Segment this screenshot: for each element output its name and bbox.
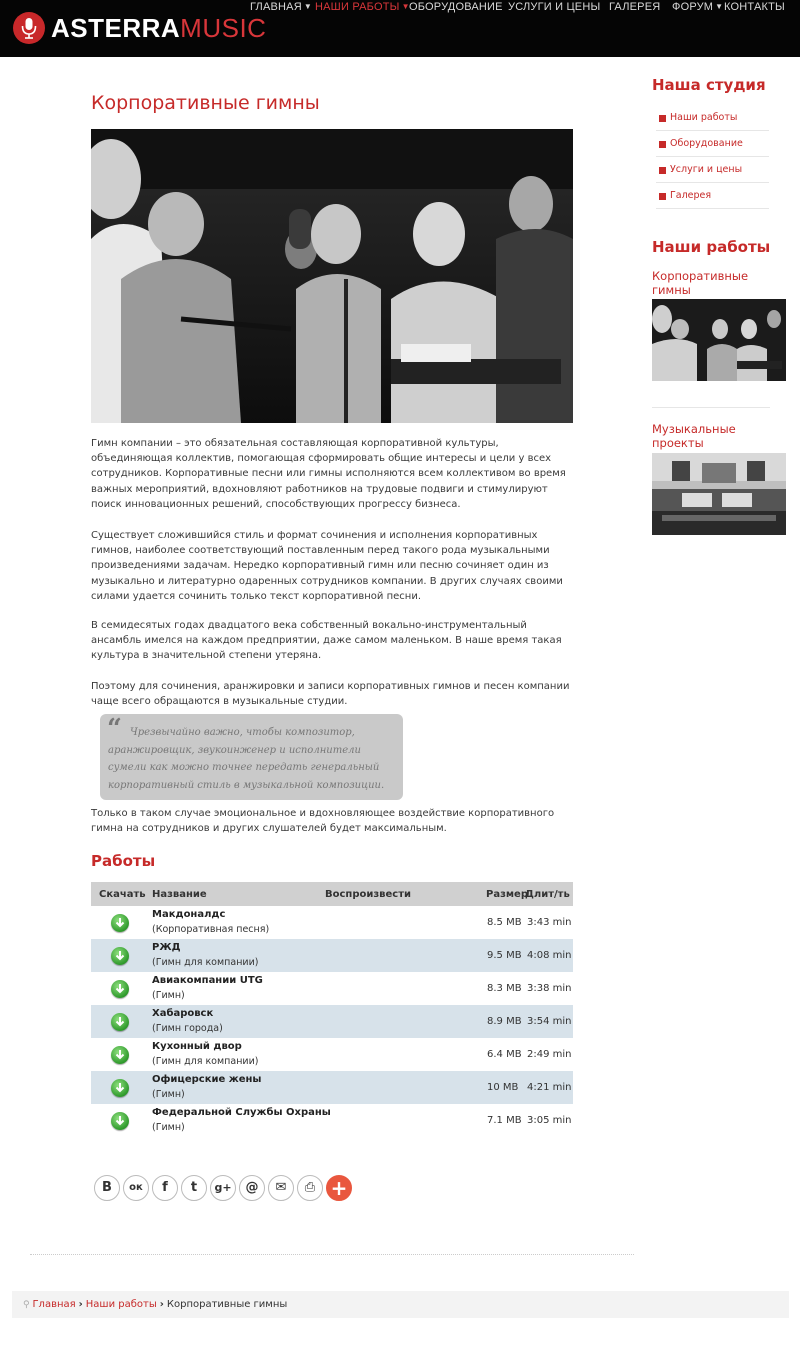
track-name: Макдоналдс — [152, 909, 226, 920]
chevron-down-icon: ▼ — [401, 2, 410, 11]
table-row — [91, 1038, 573, 1071]
track-name: Федеральной Службы Охраны — [152, 1107, 331, 1118]
track-type: (Гимн для компании) — [152, 957, 259, 968]
table-header — [91, 882, 573, 906]
table-row — [91, 939, 573, 972]
nav-forum[interactable]: ФОРУМ ▼ — [672, 1, 724, 13]
share-buttons — [94, 1175, 352, 1201]
track-type: (Гимн города) — [152, 1023, 223, 1034]
bullet-icon — [659, 167, 666, 174]
hero-photo — [91, 129, 573, 423]
column-header: Скачать — [99, 889, 146, 900]
mail-ru-icon[interactable]: @ — [239, 1175, 265, 1201]
track-size: 8.3 MB — [487, 983, 522, 994]
twitter-icon[interactable]: t — [181, 1175, 207, 1201]
divider — [652, 407, 770, 408]
track-type: (Гимн) — [152, 1122, 185, 1133]
works-table — [91, 882, 573, 1137]
odnoklassniki-icon[interactable]: ок — [123, 1175, 149, 1201]
article-paragraph: Поэтому для сочинения, аранжировки и записи корпоративных гимнов и песен компании чаще всего обращаются в музыкальные студии. — [91, 681, 570, 708]
column-header: Воспроизвести — [325, 889, 412, 900]
download-icon[interactable] — [111, 914, 129, 932]
download-icon[interactable] — [111, 947, 129, 965]
download-icon[interactable] — [111, 1046, 129, 1064]
sidebar-work-corporate-thumb[interactable] — [652, 299, 786, 381]
table-row — [91, 906, 573, 939]
vk-icon[interactable]: B — [94, 1175, 120, 1201]
location-pin-icon: ⚲ — [23, 1300, 33, 1310]
divider — [30, 1254, 634, 1255]
article-paragraph: Только в таком случае эмоциональное и вдохновляющее воздействие корпоративного гимна на сотрудников и других слушателей будет максимальным. — [91, 808, 555, 835]
nav-home[interactable]: ГЛАВНАЯ ▼ — [250, 1, 312, 13]
track-type: (Гимн для компании) — [152, 1056, 259, 1067]
download-icon[interactable] — [111, 1112, 129, 1130]
table-row — [91, 972, 573, 1005]
google-plus-icon[interactable]: g+ — [210, 1175, 236, 1201]
sidebar-item-services[interactable]: Услуги и цены — [656, 157, 769, 183]
quote-mark-icon: “ — [107, 714, 122, 744]
track-duration: 4:21 min — [527, 1082, 572, 1093]
column-header: Название — [152, 889, 207, 900]
top-header — [0, 0, 800, 57]
sidebar-work-corporate-link[interactable]: Корпоративные гимны — [652, 269, 749, 297]
breadcrumb — [12, 1291, 789, 1318]
sidebar-work-music-thumb[interactable] — [652, 453, 786, 535]
download-icon[interactable] — [111, 1079, 129, 1097]
sidebar-item-equipment[interactable]: Оборудование — [656, 131, 769, 157]
track-name: Хабаровск — [152, 1008, 214, 1019]
email-icon[interactable]: ✉ — [268, 1175, 294, 1201]
chevron-right-icon: › — [159, 1299, 164, 1310]
track-name: РЖД — [152, 942, 181, 953]
breadcrumb-current: Корпоративные гимны — [166, 1299, 288, 1310]
bullet-icon — [659, 141, 666, 148]
sidebar-studio-heading: Наша студия — [652, 76, 766, 94]
download-icon[interactable] — [111, 980, 129, 998]
article-paragraph: В семидесятых годах двадцатого века собственный вокально-инструментальный ансамбль имелся на каждом предприятии, даже самом маленьком. В наше время такая культура в значительной степени утеряна. — [91, 620, 562, 662]
chevron-right-icon: › — [78, 1299, 83, 1310]
article-paragraph: Гимн компании – это обязательная составляющая корпоративной культуры, объединяющая коллектив, помогающая сформировать общие интересы и цели у всех сотрудников. Корпоративные песни или гимны исполняются всем коллективом во время важных мероприятий, вдохновляют работников на трудовые подвиги и стимулируют поиск инновационных решений, способствующих прогрессу бизнеса. — [91, 438, 566, 510]
table-row — [91, 1005, 573, 1038]
nav-gallery[interactable]: ГАЛЕРЕЯ — [609, 1, 661, 13]
track-size: 7.1 MB — [487, 1115, 522, 1126]
sidebar-item-gallery[interactable]: Галерея — [656, 183, 769, 209]
microphone-icon — [13, 12, 45, 44]
track-duration: 2:49 min — [527, 1049, 572, 1060]
download-icon[interactable] — [111, 1013, 129, 1031]
nav-contacts[interactable]: КОНТАКТЫ — [724, 1, 785, 13]
track-type: (Гимн) — [152, 990, 185, 1001]
nav-our-works[interactable]: НАШИ РАБОТЫ ▼ — [315, 1, 410, 13]
track-duration: 3:54 min — [527, 1016, 572, 1027]
chevron-down-icon: ▼ — [303, 2, 312, 11]
track-size: 8.9 MB — [487, 1016, 522, 1027]
nav-services-prices[interactable]: УСЛУГИ И ЦЕНЫ — [508, 1, 601, 13]
page-title: Корпоративные гимны — [91, 92, 320, 114]
bullet-icon — [659, 193, 666, 200]
logo-text-secondary: MUSIC — [180, 13, 267, 43]
table-row — [91, 1071, 573, 1104]
track-duration: 4:08 min — [527, 950, 572, 961]
track-size: 9.5 MB — [487, 950, 522, 961]
works-heading: Работы — [91, 852, 156, 870]
chevron-down-icon: ▼ — [715, 2, 724, 11]
article-paragraph: Существует сложившийся стиль и формат сочинения и исполнения корпоративных гимнов, наиболее соответствующий поставленным перед такого рода музыкальными произведениями задачам. Нередко корпоративный гимн или песню сочиняет один из музыкально и литературно одаренных сотрудников компании. В других случаях своими силами удается сочинить только текст корпоративной песни. — [91, 530, 563, 602]
bullet-icon — [659, 115, 666, 122]
more-share-icon[interactable]: + — [326, 1175, 352, 1201]
track-size: 6.4 MB — [487, 1049, 522, 1060]
track-size: 10 MB — [487, 1082, 519, 1093]
sidebar-item-our-works[interactable]: Наши работы — [656, 105, 769, 131]
breadcrumb-section[interactable]: Наши работы — [85, 1299, 157, 1310]
column-header: Длит/ть — [525, 889, 570, 900]
sidebar-works-heading: Наши работы — [652, 238, 771, 256]
track-size: 8.5 MB — [487, 917, 522, 928]
site-logo[interactable] — [13, 12, 266, 44]
track-type: (Гимн) — [152, 1089, 185, 1100]
track-duration: 3:43 min — [527, 917, 572, 928]
facebook-icon[interactable]: f — [152, 1175, 178, 1201]
track-duration: 3:05 min — [527, 1115, 572, 1126]
column-header: Размер — [486, 889, 529, 900]
nav-equipment[interactable]: ОБОРУДОВАНИЕ — [409, 1, 503, 13]
breadcrumb-home[interactable]: Главная — [32, 1299, 76, 1310]
track-type: (Корпоративная песня) — [152, 924, 270, 935]
table-row — [91, 1104, 573, 1137]
track-name: Авиакомпании UTG — [152, 975, 263, 986]
logo-text-primary: ASTERRA — [51, 13, 181, 43]
sidebar-studio-menu — [656, 105, 769, 209]
track-duration: 3:38 min — [527, 983, 572, 994]
print-icon[interactable]: ⎙ — [297, 1175, 323, 1201]
blockquote — [100, 714, 403, 800]
quote-text: Чрезвычайно важно, чтобы композитор, аранжировщик, звукоинженер и исполнители сумели как можно точнее передать генеральный корпоративный стиль в музыкальной композиции. — [108, 727, 385, 791]
track-name: Кухонный двор — [152, 1041, 242, 1052]
sidebar-work-music-link[interactable]: Музыкальные проекты — [652, 422, 736, 450]
track-name: Офицерские жены — [152, 1074, 262, 1085]
